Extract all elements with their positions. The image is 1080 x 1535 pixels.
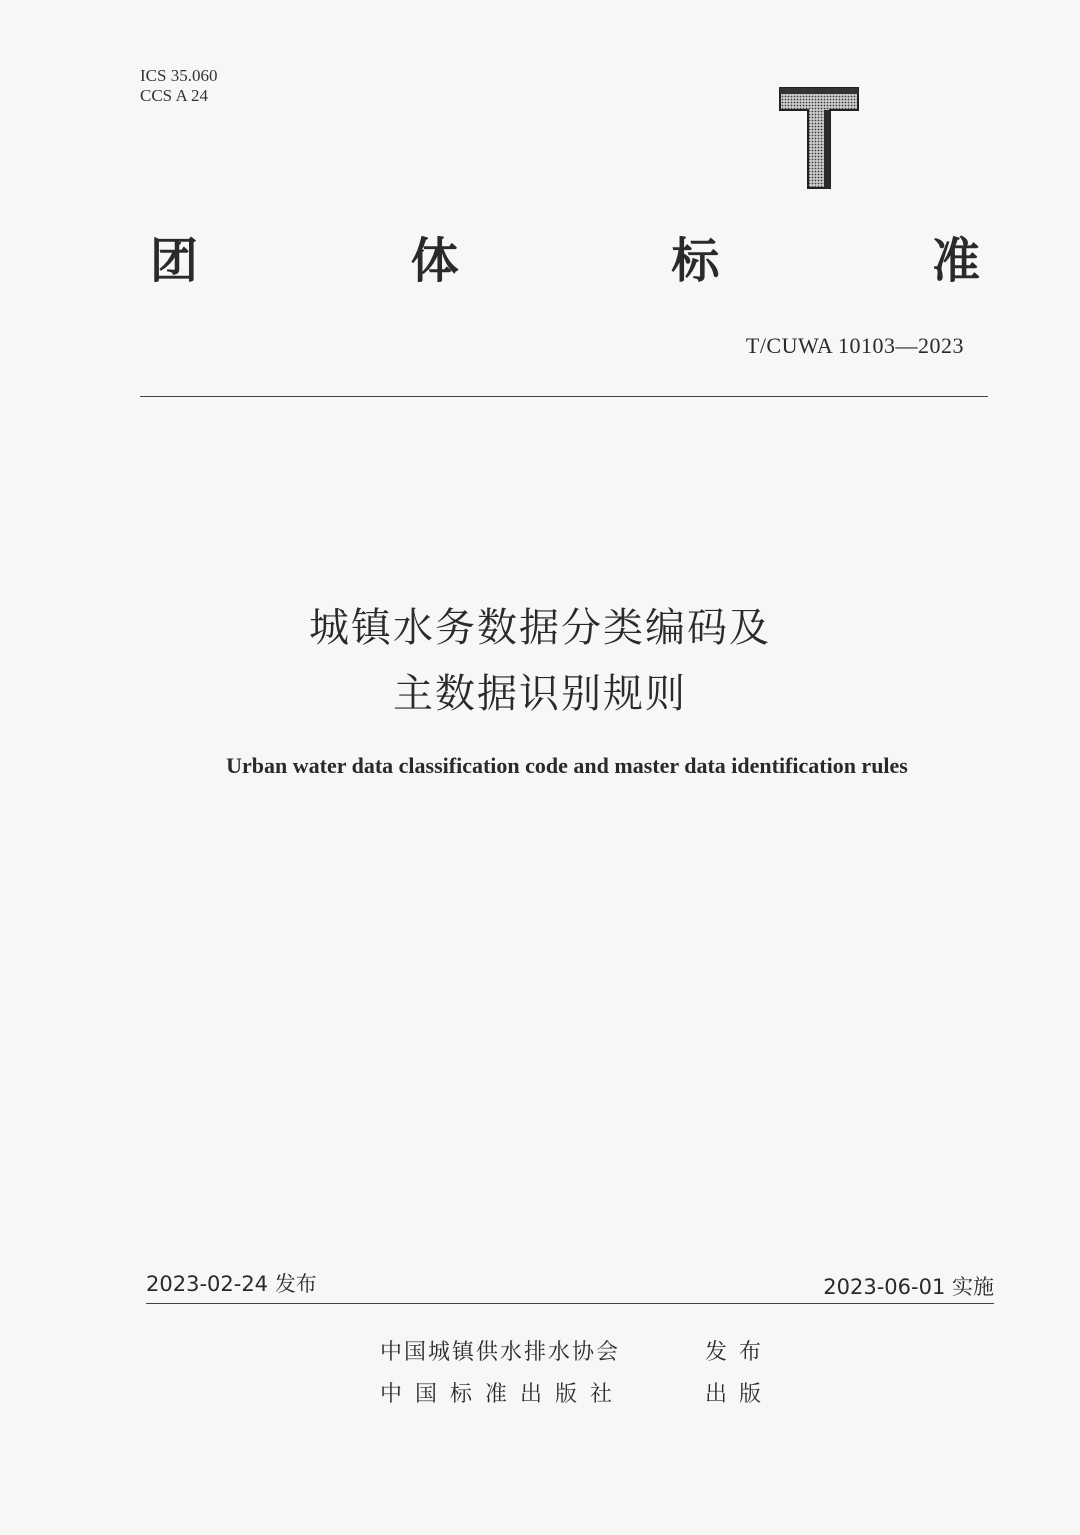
publisher-row	[380, 1335, 800, 1367]
publisher-org: 中国城镇供水排水协会	[380, 1340, 621, 1365]
standard-type-char: 体	[410, 233, 459, 289]
standard-type-char: 团	[150, 233, 199, 289]
standard-number: T/CUWA 10103—2023	[745, 333, 964, 358]
standard-type-heading	[150, 230, 980, 292]
t-standard-mark-icon	[778, 86, 860, 190]
ics-code: ICS 35.060	[140, 66, 218, 85]
ccs-code: CCS A 24	[140, 86, 209, 105]
publisher-role: 发布	[705, 1340, 774, 1365]
header-divider	[140, 396, 988, 397]
title-chinese-line2: 主数据识别规则	[393, 671, 687, 717]
implementation-date: 2023-06-01 实施	[823, 1275, 994, 1299]
standard-type-char: 准	[931, 233, 980, 289]
publisher-role: 出版	[705, 1382, 774, 1407]
issue-date: 2023-02-24 发布	[146, 1272, 317, 1296]
publisher-org: 中国标准出版社	[380, 1382, 626, 1407]
publisher-row	[380, 1377, 800, 1409]
standard-type-char: 标	[671, 233, 720, 289]
classification-codes	[140, 66, 217, 106]
footer-divider	[146, 1303, 994, 1304]
title-english: Urban water data classification code and master data identification rules	[226, 753, 908, 778]
title-chinese-line1: 城镇水务数据分类编码及	[309, 605, 771, 651]
